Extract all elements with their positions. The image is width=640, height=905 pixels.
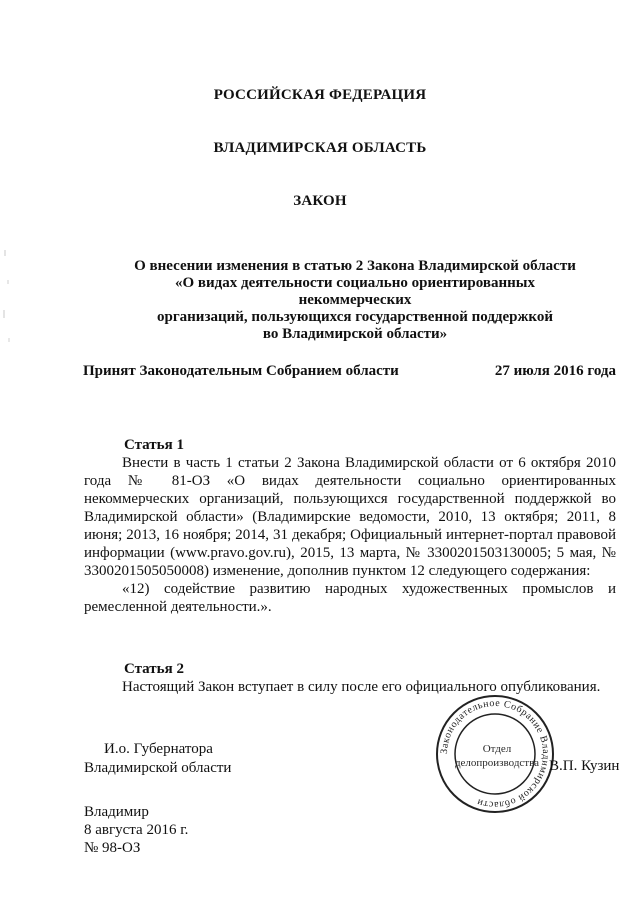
signatory-name: В.П. Кузин [549,758,620,774]
scan-artifact-marks [0,240,14,360]
footer-date: 8 августа 2016 г. [84,822,189,838]
article-1 [84,436,616,616]
document-footer [84,803,188,857]
law-title-line-1: О внесении изменения в статью 2 Закона Владимирской области [134,258,576,274]
signatory-position [84,740,231,778]
country-heading: РОССИЙСКАЯ ФЕДЕРАЦИЯ [213,87,427,103]
stamp-inner-line-2: делопроизводства [454,757,540,769]
law-title-line-4: во Владимирской области» [262,326,448,342]
article-1-heading: Статья 1 [124,437,184,453]
adoption-line [83,363,616,380]
footer-number: № 98-ОЗ [84,840,141,856]
article-2 [84,660,616,696]
footer-city: Владимир [84,804,149,820]
article-2-text: Настоящий Закон вступает в силу после его официального опубликования. [122,679,601,695]
law-title [120,258,590,343]
region-heading: ВЛАДИМИРСКАЯ ОБЛАСТЬ [213,140,427,156]
doc-type-heading: ЗАКОН [293,193,347,209]
law-title-line-3: организаций, пользующихся государственной поддержкой [157,309,553,325]
stamp-inner-line-1: Отдел [482,743,512,755]
stamp-ring-text: Законодательное Собрание Владимирской области [438,697,552,811]
article-1-item-12: «12) содействие развитию народных художественных промыслов и ремесленной деятельности.». [84,581,616,615]
article-2-heading: Статья 2 [124,661,184,677]
law-title-line-2: «О видах деятельности социально ориентированных некоммерческих [175,275,535,308]
signatory-position-line-2: Владимирской области [84,760,232,776]
adoption-date: 27 июля 2016 года [494,363,616,379]
adopted-by: Принят Законодательным Собранием области [83,363,399,379]
article-1-text: Внести в часть 1 статьи 2 Закона Владимирской области от 6 октября 2010 года № 81-ОЗ «О видах деятельности социально ориентированных некоммерческих организаций, пользующихся государственной поддержкой во Владимирской области» (Владимирские ведомости, 2010, 13 октября; 2011, 8 июня; 2013, 16 ноября; 2014, 31 декабря; Официальный интернет-портал правовой информации (www.pravo.gov.ru), 2015, 13 марта, № 3300201503130005; 5 мая, № 3300201505050008) изменение, дополнив пунктом 12 следующего содержания: [84,455,616,579]
signatory-position-line-1: И.о. Губернатора [104,741,213,757]
